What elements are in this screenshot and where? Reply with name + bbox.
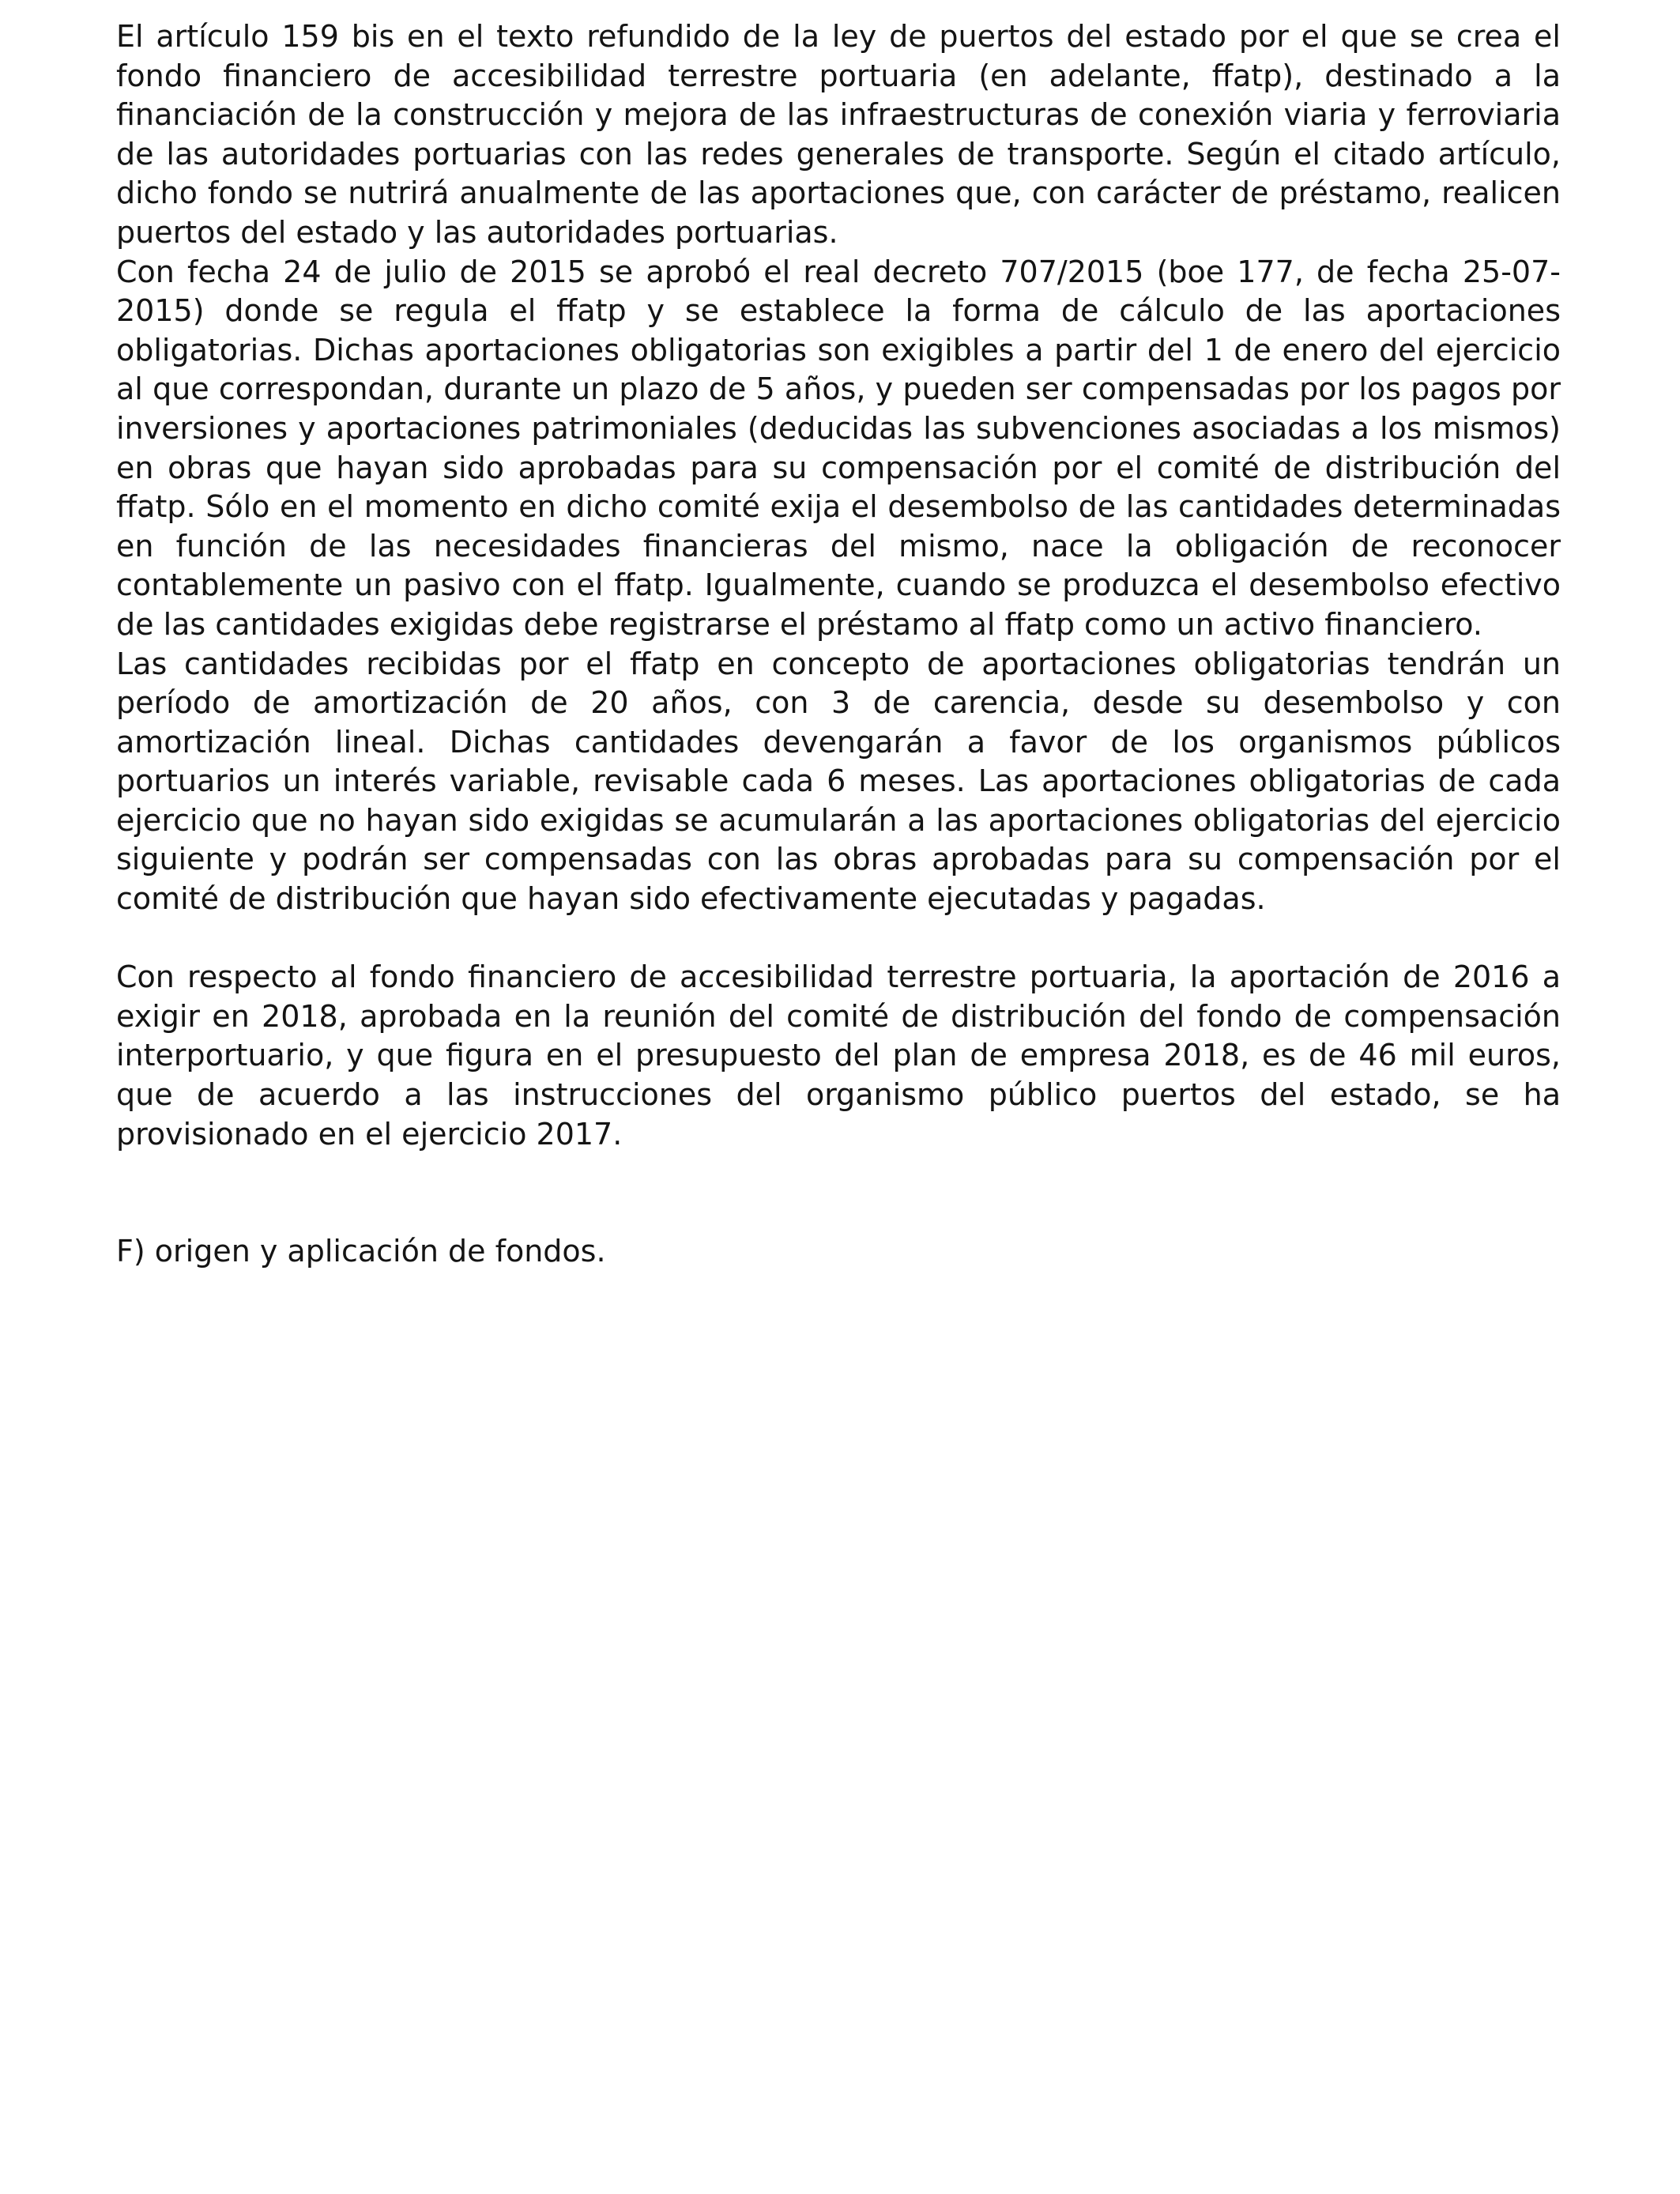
paragraph-contribution-2016: Con respecto al fondo financiero de accesibilidad terrestre portuaria, la aportación de 2016 a exigir en 2018, aprobada en la reunión del comité de distribución del fondo de compensación interportuario, y que figura en el presupuesto del plan de empresa 2018, es de 46 mil euros, que de acuerdo a las instrucciones del organismo público puertos del estado, se ha provisionado en el ejercicio 2017. xyxy=(116,959,1561,1152)
paragraph-ffatp-creation: El artículo 159 bis en el texto refundido de la ley de puertos del estado por el que se crea el fondo financiero de accesibilidad terrestre portuaria (en adelante, ffatp), destinado a la financiación de la construcción y mejora de las infraestructuras de conexión viaria y ferroviaria de las autoridades portuarias con las redes generales de transporte. Según el citado artículo, dicho fondo se nutrirá anualmente de las aportaciones que, con carácter de préstamo, realicen puertos del estado y las autoridades portuarias. xyxy=(116,19,1561,250)
paragraph-amortization: Las cantidades recibidas por el ffatp en concepto de aportaciones obligatorias tendrán un período de amortización de 20 años, con 3 de carencia, desde su desembolso y con amortización lineal. Dichas cantidades devengarán a favor de los organismos públicos portuarios un interés variable, revisable cada 6 meses. Las aportaciones obligatorias de cada ejercicio que no hayan sido exigidas se acumularán a las aportaciones obligatorias del ejercicio siguiente y podrán ser compensadas con las obras aprobadas para su compensación por el comité de distribución que hayan sido efectivamente ejecutadas y pagadas. xyxy=(116,646,1561,917)
paragraph-real-decreto: Con fecha 24 de julio de 2015 se aprobó el real decreto 707/2015 (boe 177, de fecha 25-07-2015) donde se regula el ffatp y se establece la forma de cálculo de las aportaciones obligatorias. Dichas aportaciones obligatorias son exigibles a partir del 1 de enero del ejercicio al que correspondan, durante un plazo de 5 años, y pueden ser compensadas por los pagos por inversiones y aportaciones patrimoniales (deducidas las subvenciones asociadas a los mismos) en obras que hayan sido aprobadas para su compensación por el comité de distribución del ffatp. Sólo en el momento en dicho comité exija el desembolso de las cantidades determinadas en función de las necesidades financieras del mismo, nace la obligación de reconocer contablemente un pasivo con el ffatp. Igualmente, cuando se produzca el desembolso efectivo de las cantidades exigidas debe registrarse el préstamo al ffatp como un activo financiero. xyxy=(116,254,1561,642)
document-page xyxy=(116,17,1561,1272)
section-heading: F) origen y aplicación de fondos. xyxy=(116,1234,606,1269)
